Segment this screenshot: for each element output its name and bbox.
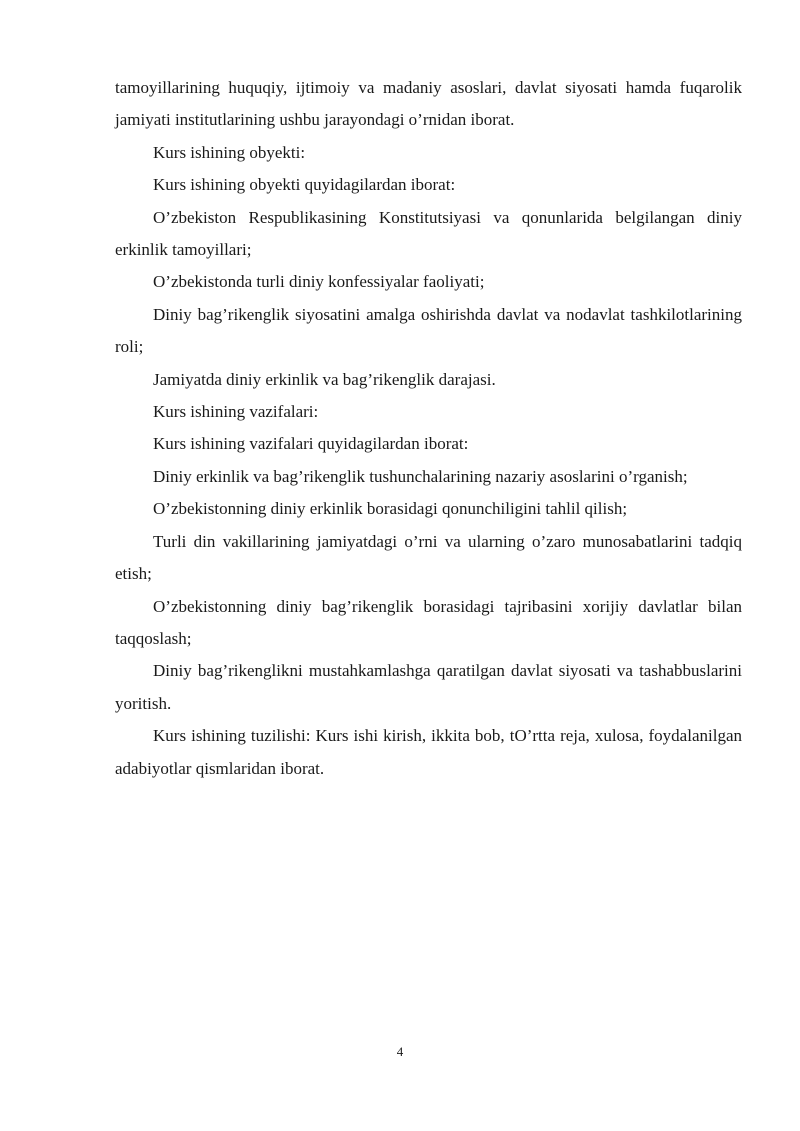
paragraph-task-relations: Turli din vakillarining jamiyatdagi o’rni va ularning o’zaro munosabatlarini tadqiq etish;: [115, 531, 742, 584]
paragraph-tasks-heading: Kurs ishining vazifalari:: [153, 402, 319, 422]
paragraph-task-comparison: O’zbekistonning diniy bag’rikenglik borasidagi tajribasini xorijiy davlatlar bilan taqqoslash;: [115, 596, 742, 648]
paragraph-task-policy: Diniy bag’rikenglikni mustahkamlashga qaratilgan davlat siyosati va tashabbuslarini yoritish.: [115, 661, 742, 713]
paragraph-structure: Kurs ishining tuzilishi: Kurs ishi kirish, ikkita bob, tO’rtta reja, xulosa, foydalanilgan adabiyotlar qismlaridan iborat.: [115, 726, 742, 778]
paragraph-object-item-constitution: O’zbekiston Respublikasining Konstitutsiyasi va qonunlarida belgilangan diniy erkinlik tamoyillari;: [115, 207, 742, 260]
paragraph-object-heading: Kurs ishining obyekti:: [153, 142, 306, 162]
paragraph-tasks-intro: Kurs ishining vazifalari quyidagilardan iborat:: [153, 434, 469, 454]
paragraph-task-legislation: O’zbekistonning diniy erkinlik borasidagi qonunchiligini tahlil qilish;: [153, 499, 628, 519]
paragraph-object-item-confessions: O’zbekistonda turli diniy konfessiyalar faoliyati;: [153, 272, 485, 292]
page-number: 4: [396, 1044, 404, 1059]
paragraph-task-theory: Diniy erkinlik va bag’rikenglik tushunchalarining nazariy asoslarini o’rganish;: [153, 466, 688, 486]
paragraph-object-intro: Kurs ishining obyekti quyidagilardan iborat:: [153, 175, 456, 195]
paragraph-principles-continuation: tamoyillarining huquqiy, ijtimoiy va madaniy asoslari, davlat siyosati hamda fuqarolik jamiyati institutlarining ushbu jarayondagi o’rnidan iborat.: [115, 78, 742, 130]
document-body: [115, 72, 742, 785]
paragraph-object-item-organizations: Diniy bag’rikenglik siyosatini amalga oshirishda davlat va nodavlat tashkilotlarining roli;: [115, 304, 742, 357]
paragraph-object-item-society: Jamiyatda diniy erkinlik va bag’rikenglik darajasi.: [153, 369, 496, 389]
